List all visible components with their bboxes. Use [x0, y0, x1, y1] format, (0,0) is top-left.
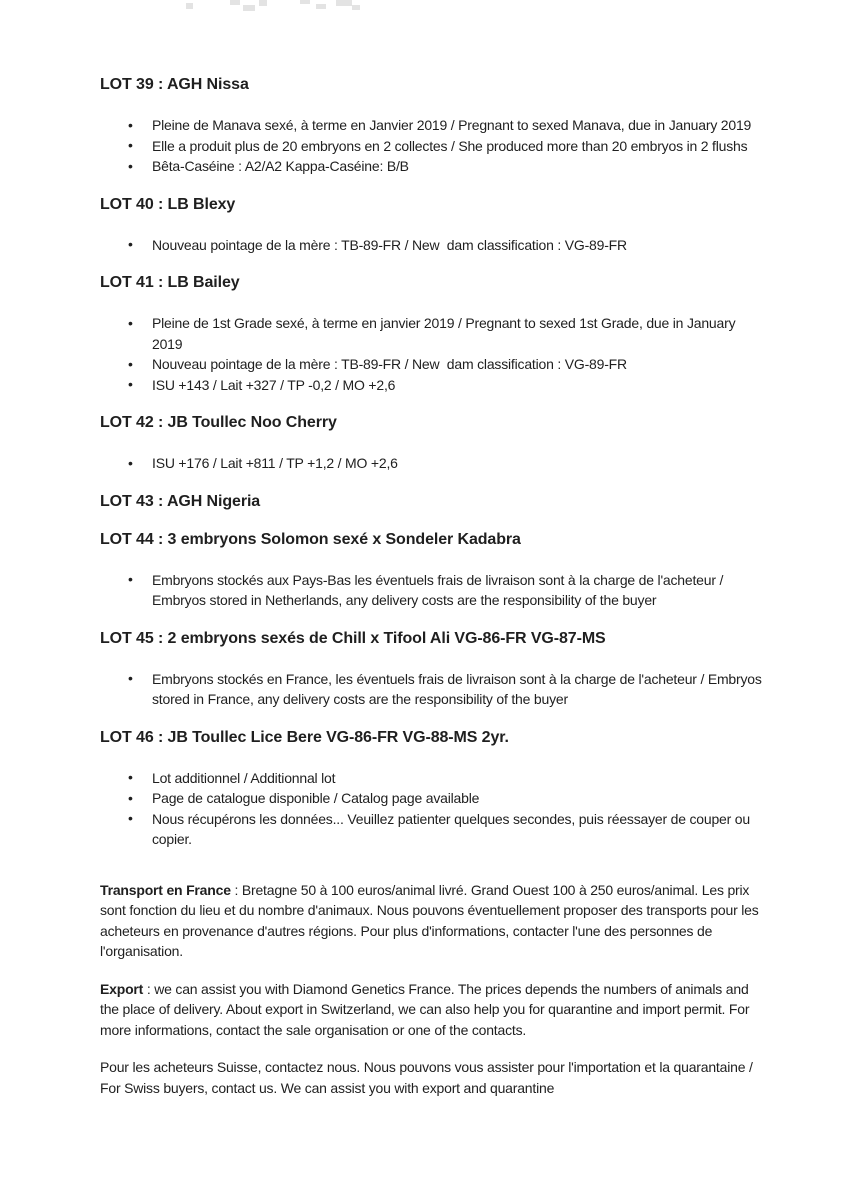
lot-40-heading: LOT 40 : LB Blexy [100, 195, 236, 213]
bullet-item: • Embryons stockés aux Pays-Bas les éventuels frais de livraison sont à la charge de l'acheteur / Embryos stored in Netherlands, any delivery costs are the responsibility of the buyer [152, 570, 762, 611]
lot-42-heading: LOT 42 : JB Toullec Noo Cherry [100, 414, 337, 431]
paragraph-transport [100, 880, 762, 962]
paragraph-export [100, 979, 762, 1041]
lot-46-heading: LOT 46 : JB Toullec Lice Bere VG-86-FR VG-88-MS 2yr. [100, 728, 509, 746]
page-top-scan-artifact [0, 0, 848, 12]
lot-45-bullet-list [100, 669, 766, 710]
bullet-item: • Elle a produit plus de 20 embryons en 2 collectes / She produced more than 20 embryos in 2 flushs [152, 136, 762, 157]
bullet-item: • Pleine de 1st Grade sexé, à terme en janvier 2019 / Pregnant to sexed 1st Grade, due in January 2019 [152, 313, 762, 354]
paragraph-swiss-buyers [100, 1057, 762, 1098]
bullet-item: • Embryons stockés en France, les éventuels frais de livraison sont à la charge de l'acheteur / Embryos stored in France, any delivery costs are the responsibility of the buyer [152, 669, 762, 710]
lot-46-bullet-list [100, 768, 762, 850]
lot-44-bullet-list [100, 570, 762, 611]
lot-45-heading: LOT 45 : 2 embryons sexés de Chill x Tifool Ali VG-86-FR VG-87-MS [100, 629, 606, 647]
lot-39-heading: LOT 39 : AGH Nissa [100, 76, 249, 93]
bullet-item: • ISU +143 / Lait +327 / TP -0,2 / MO +2,6 [152, 375, 762, 396]
paragraph-export-text: : we can assist you with Diamond Genetics France. The prices depends the numbers of animals and the place of delivery. About export in Switzerland, we can also help you for quarantine and import permit. For more informations, contact the sale organisation or one of the contacts. [100, 980, 754, 1038]
paragraph-swiss-buyers-text: Pour les acheteurs Suisse, contactez nous. Nous pouvons vous assister pour l'importation et la quarantaine / For Swiss buyers, contact us. We can assist you with export and quarantine [100, 1059, 757, 1096]
bullet-item: • Page de catalogue disponible / Catalog page available [152, 788, 762, 809]
bullet-item: • Nous récupérons les données... Veuillez patienter quelques secondes, puis réessayer de couper ou copier. [152, 809, 762, 850]
lot-44-heading: LOT 44 : 3 embryons Solomon sexé x Sondeler Kadabra [100, 530, 521, 548]
lot-40-bullet-list [100, 235, 762, 256]
bullet-item: • ISU +176 / Lait +811 / TP +1,2 / MO +2,6 [152, 453, 762, 474]
lot-42-bullet-list [100, 453, 762, 474]
bullet-item: • Bêta-Caséine : A2/A2 Kappa-Caséine: B/B [152, 156, 762, 177]
paragraph-transport-text: : Bretagne 50 à 100 euros/animal livré. Grand Ouest 100 à 250 euros/animal. Les prix sont fonction du lieu et du nombre d'animaux. Nous pouvons éventuellement proposer des transports pour les acheteurs en provenance d'autres régions. Pour plus d'informations, contacter l'une des personnes de l'organisation. [100, 881, 763, 959]
paragraph-export-lead: Export [100, 980, 144, 997]
paragraph-transport-lead: Transport en France [100, 881, 231, 898]
bullet-item: • Pleine de Manava sexé, à terme en Janvier 2019 / Pregnant to sexed Manava, due in January 2019 [152, 115, 762, 136]
bullet-item: • Nouveau pointage de la mère : TB-89-FR / New dam classification : VG-89-FR [152, 235, 762, 256]
bullet-item: • Nouveau pointage de la mère : TB-89-FR / New dam classification : VG-89-FR [152, 354, 762, 375]
lot-41-heading: LOT 41 : LB Bailey [100, 274, 240, 291]
lot-39-bullet-list [100, 115, 762, 177]
bullet-item: • Lot additionnel / Additionnal lot [152, 768, 762, 789]
lot-41-bullet-list [100, 313, 762, 395]
lot-43-heading: LOT 43 : AGH Nigeria [100, 492, 261, 510]
